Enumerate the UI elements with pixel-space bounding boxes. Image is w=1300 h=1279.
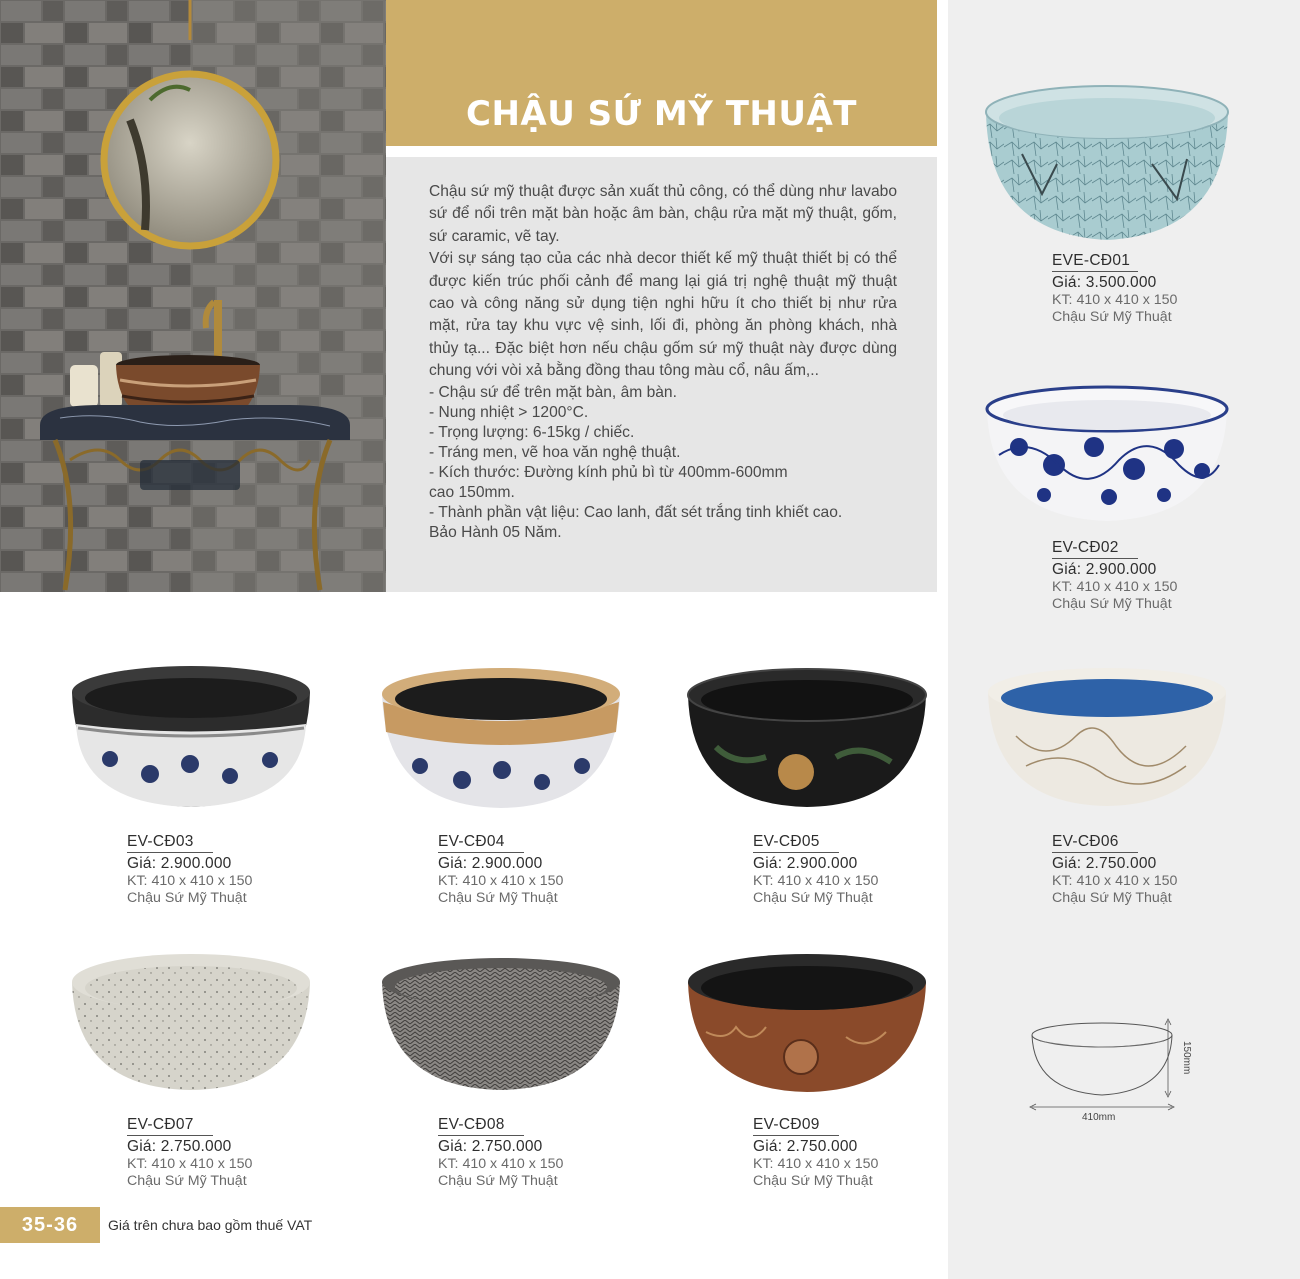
product-name: Chậu Sứ Mỹ Thuật [1052,309,1172,325]
spec-item: - Thành phần vật liệu: Cao lanh, đất sét trắng tinh khiết cao. Bảo Hành 05 Năm. [429,503,843,541]
bowl-image-cd05 [686,667,928,809]
spec-item: - Chậu sứ để trên mặt bàn, âm bàn. [429,383,677,401]
product-code: EV-CĐ02 [1052,539,1138,559]
product-card-cd02 [1052,539,1232,613]
product-code: EV-CĐ07 [127,1116,213,1136]
product-price: Giá: 2.750.000 [753,1138,858,1155]
spec-item: - Kích thước: Đường kính phủ bì từ 400mm-600mm cao 150mm. [429,463,788,501]
description-box [386,157,937,592]
spec-item: - Nung nhiệt > 1200°C. [429,403,589,421]
bowl-image-cd06 [986,666,1228,808]
bathroom-photo [0,0,386,592]
product-name: Chậu Sứ Mỹ Thuật [1052,890,1172,906]
product-code: EVE-CĐ01 [1052,252,1138,272]
product-price: Giá: 3.500.000 [1052,274,1157,291]
product-name: Chậu Sứ Mỹ Thuật [127,890,247,906]
product-price: Giá: 2.900.000 [127,855,232,872]
description-paragraph-1: Chậu sứ mỹ thuật được sản xuất thủ công, có thể dùng như lavabo sứ để nổi trên mặt bàn hoặc âm bàn, chậu rửa mặt mỹ thuật, gốm, sứ caramic, vẽ tay. [429,183,897,245]
description-paragraph-2: Với sự sáng tạo của các nhà decor thiết kế mỹ thuật thiết bị có thể được kiến trúc phối cảnh để mang lại giá trị nghệ thuật mỹ thuật cao và công năng sử dụng tiện nghi hữu ít cho thiết bị như rửa mặt, rửa tay khu vực vệ sinh, lối đi, phòng ăn phòng khách, nhà thủy tạ... Đặc biệt hơn nếu chậu gốm sứ mỹ thuật này được dùng chung với vòi xả bằng đồng thau tông màu cổ, nâu ấm,.. [429,250,897,380]
title-band [386,0,937,146]
product-name: Chậu Sứ Mỹ Thuật [753,1173,873,1189]
product-card-cd07 [127,1116,307,1190]
product-code: EV-CĐ03 [127,833,213,853]
spec-item: - Trọng lượng: 6-15kg / chiếc. [429,423,635,441]
product-size: KT: 410 x 410 x 150 [1052,873,1178,889]
product-size: KT: 410 x 410 x 150 [753,1156,879,1172]
product-name: Chậu Sứ Mỹ Thuật [438,890,558,906]
description [429,181,897,543]
bowl-image-cd04 [380,666,622,810]
product-card-cd08 [438,1116,618,1190]
product-code: EV-CĐ09 [753,1116,839,1136]
product-price: Giá: 2.750.000 [1052,855,1157,872]
product-size: KT: 410 x 410 x 150 [438,873,564,889]
bowl-image-cd01 [982,84,1232,244]
product-card-cd05 [753,833,933,907]
bowl-image-cd08 [380,956,622,1092]
product-price: Giá: 2.750.000 [438,1138,543,1155]
bowl-image-cd09 [686,952,928,1094]
bowl-image-cd03 [70,664,312,809]
product-name: Chậu Sứ Mỹ Thuật [438,1173,558,1189]
product-size: KT: 410 x 410 x 150 [1052,292,1178,308]
product-card-cd09 [753,1116,933,1190]
page-title: CHẬU SỨ MỸ THUẬT [466,94,857,134]
product-size: KT: 410 x 410 x 150 [1052,579,1178,595]
product-price: Giá: 2.900.000 [753,855,858,872]
footer [0,1207,600,1243]
product-price: Giá: 2.900.000 [438,855,543,872]
product-card-cd01 [1052,252,1232,326]
product-name: Chậu Sứ Mỹ Thuật [127,1173,247,1189]
page-number: 35-36 [0,1207,100,1243]
product-size: KT: 410 x 410 x 150 [438,1156,564,1172]
width-dimension-label: 410mm [1082,1112,1116,1123]
product-card-cd03 [127,833,307,907]
vat-note: Giá trên chưa bao gồm thuế VAT [108,1217,313,1233]
product-code: EV-CĐ05 [753,833,839,853]
bowl-image-cd02 [984,385,1230,525]
product-card-cd06 [1052,833,1232,907]
product-code: EV-CĐ08 [438,1116,524,1136]
product-price: Giá: 2.750.000 [127,1138,232,1155]
product-card-cd04 [438,833,618,907]
product-price: Giá: 2.900.000 [1052,561,1157,578]
product-name: Chậu Sứ Mỹ Thuật [753,890,873,906]
product-size: KT: 410 x 410 x 150 [753,873,879,889]
product-size: KT: 410 x 410 x 150 [127,873,253,889]
product-size: KT: 410 x 410 x 150 [127,1156,253,1172]
product-name: Chậu Sứ Mỹ Thuật [1052,596,1172,612]
bowl-image-cd07 [70,952,312,1092]
dimension-diagram [1020,1015,1200,1130]
product-code: EV-CĐ06 [1052,833,1138,853]
spec-list [429,383,897,543]
spec-item: - Tráng men, vẽ hoa văn nghệ thuật. [429,443,681,461]
product-code: EV-CĐ04 [438,833,524,853]
height-dimension-label: 150mm [1181,1041,1192,1075]
